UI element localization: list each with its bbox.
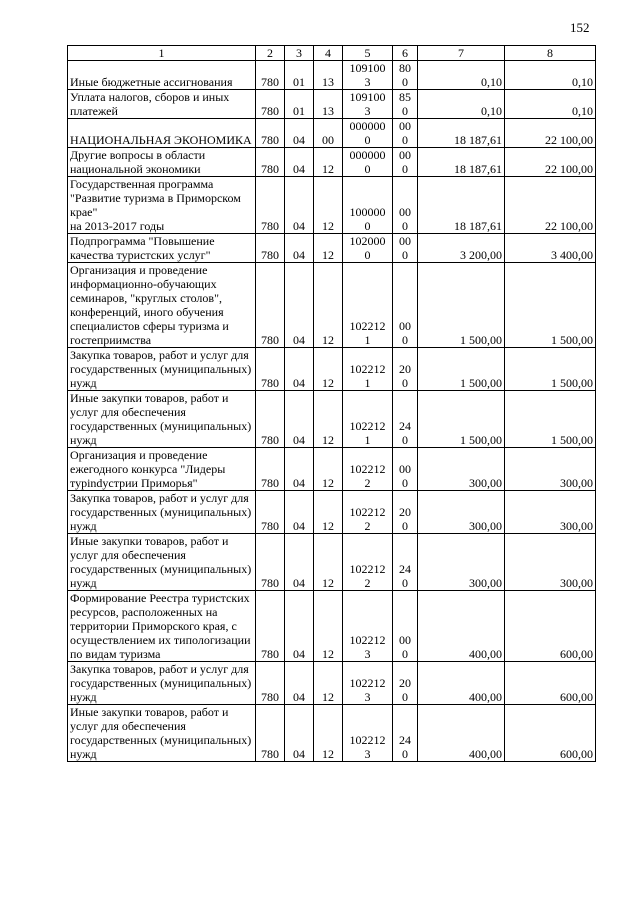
cell-subsection: 13 xyxy=(314,61,343,90)
cell-code-admin: 780 xyxy=(256,119,285,148)
cell-sum-1: 0,10 xyxy=(418,61,505,90)
cell-sum-1: 1 500,00 xyxy=(418,263,505,348)
table-row xyxy=(68,263,596,348)
table-row xyxy=(68,177,596,234)
cell-expense-type: 00 0 xyxy=(393,263,418,348)
cell-name: Закупка товаров, работ и услуг для государственных (муниципальных) нужд xyxy=(68,348,256,391)
table-row xyxy=(68,391,596,448)
header-col-2: 2 xyxy=(256,46,285,61)
cell-section: 04 xyxy=(285,263,314,348)
table-header-row xyxy=(68,46,596,61)
cell-sum-2: 1 500,00 xyxy=(505,391,596,448)
cell-name: Иные закупки товаров, работ и услуг для обеспечения государственных (муниципальных) нужд xyxy=(68,705,256,762)
cell-code-admin: 780 xyxy=(256,148,285,177)
cell-expense-type: 20 0 xyxy=(393,491,418,534)
header-col-6: 6 xyxy=(393,46,418,61)
cell-name: Организация и проведение ежегодного конкурса "Лидеры турindустрии Приморья" xyxy=(68,448,256,491)
cell-section: 04 xyxy=(285,119,314,148)
cell-code-admin: 780 xyxy=(256,591,285,662)
cell-expense-type: 00 0 xyxy=(393,234,418,263)
cell-target-article: 102212 1 xyxy=(343,348,393,391)
cell-sum-1: 0,10 xyxy=(418,90,505,119)
budget-table xyxy=(67,45,596,762)
table-row xyxy=(68,148,596,177)
cell-subsection: 12 xyxy=(314,234,343,263)
cell-subsection: 12 xyxy=(314,662,343,705)
table-row xyxy=(68,662,596,705)
cell-code-admin: 780 xyxy=(256,391,285,448)
cell-section: 04 xyxy=(285,177,314,234)
cell-sum-1: 18 187,61 xyxy=(418,148,505,177)
cell-subsection: 12 xyxy=(314,348,343,391)
cell-sum-2: 600,00 xyxy=(505,705,596,762)
cell-target-article: 102212 2 xyxy=(343,448,393,491)
table-row xyxy=(68,119,596,148)
cell-name: Закупка товаров, работ и услуг для государственных (муниципальных) нужд xyxy=(68,662,256,705)
cell-name: Иные закупки товаров, работ и услуг для обеспечения государственных (муниципальных) нужд xyxy=(68,391,256,448)
cell-sum-1: 18 187,61 xyxy=(418,177,505,234)
cell-section: 04 xyxy=(285,391,314,448)
cell-target-article: 109100 3 xyxy=(343,61,393,90)
cell-subsection: 12 xyxy=(314,705,343,762)
cell-sum-1: 1 500,00 xyxy=(418,391,505,448)
header-col-5: 5 xyxy=(343,46,393,61)
cell-expense-type: 00 0 xyxy=(393,448,418,491)
cell-subsection: 12 xyxy=(314,263,343,348)
cell-section: 04 xyxy=(285,234,314,263)
cell-section: 04 xyxy=(285,348,314,391)
cell-target-article: 102212 1 xyxy=(343,263,393,348)
cell-target-article: 102212 3 xyxy=(343,662,393,705)
cell-code-admin: 780 xyxy=(256,90,285,119)
cell-name: Другие вопросы в области национальной экономики xyxy=(68,148,256,177)
cell-subsection: 12 xyxy=(314,448,343,491)
cell-section: 04 xyxy=(285,662,314,705)
cell-sum-2: 0,10 xyxy=(505,90,596,119)
cell-target-article: 102212 2 xyxy=(343,534,393,591)
cell-sum-1: 3 200,00 xyxy=(418,234,505,263)
cell-expense-type: 20 0 xyxy=(393,348,418,391)
cell-expense-type: 24 0 xyxy=(393,705,418,762)
cell-subsection: 12 xyxy=(314,491,343,534)
cell-subsection: 12 xyxy=(314,148,343,177)
cell-sum-1: 400,00 xyxy=(418,591,505,662)
cell-name: Уплата налогов, сборов и иных платежей xyxy=(68,90,256,119)
cell-sum-2: 300,00 xyxy=(505,491,596,534)
cell-code-admin: 780 xyxy=(256,448,285,491)
cell-subsection: 12 xyxy=(314,534,343,591)
cell-name: Государственная программа "Развитие туризма в Приморском крае" на 2013-2017 годы xyxy=(68,177,256,234)
cell-target-article: 109100 3 xyxy=(343,90,393,119)
cell-sum-1: 18 187,61 xyxy=(418,119,505,148)
cell-sum-2: 3 400,00 xyxy=(505,234,596,263)
cell-code-admin: 780 xyxy=(256,662,285,705)
cell-target-article: 000000 0 xyxy=(343,119,393,148)
cell-section: 01 xyxy=(285,90,314,119)
header-col-4: 4 xyxy=(314,46,343,61)
cell-sum-2: 600,00 xyxy=(505,591,596,662)
cell-subsection: 13 xyxy=(314,90,343,119)
cell-expense-type: 20 0 xyxy=(393,662,418,705)
cell-section: 04 xyxy=(285,534,314,591)
header-col-7: 7 xyxy=(418,46,505,61)
cell-section: 01 xyxy=(285,61,314,90)
cell-target-article: 102000 0 xyxy=(343,234,393,263)
cell-name: НАЦИОНАЛЬНАЯ ЭКОНОМИКА xyxy=(68,119,256,148)
table-row xyxy=(68,90,596,119)
cell-sum-1: 300,00 xyxy=(418,448,505,491)
cell-sum-1: 300,00 xyxy=(418,534,505,591)
cell-sum-2: 300,00 xyxy=(505,534,596,591)
cell-expense-type: 00 0 xyxy=(393,119,418,148)
cell-name: Иные бюджетные ассигнования xyxy=(68,61,256,90)
cell-sum-2: 600,00 xyxy=(505,662,596,705)
cell-code-admin: 780 xyxy=(256,263,285,348)
cell-code-admin: 780 xyxy=(256,61,285,90)
table-row xyxy=(68,705,596,762)
cell-sum-2: 0,10 xyxy=(505,61,596,90)
cell-name: Формирование Реестра туристских ресурсов, расположенных на территории Приморского края, с осуществлением их типологизации по видам туризма xyxy=(68,591,256,662)
cell-name: Иные закупки товаров, работ и услуг для обеспечения государственных (муниципальных) нужд xyxy=(68,534,256,591)
cell-sum-2: 1 500,00 xyxy=(505,263,596,348)
cell-name: Закупка товаров, работ и услуг для государственных (муниципальных) нужд xyxy=(68,491,256,534)
cell-expense-type: 00 0 xyxy=(393,591,418,662)
cell-expense-type: 85 0 xyxy=(393,90,418,119)
cell-code-admin: 780 xyxy=(256,705,285,762)
cell-name: Организация и проведение информационно-обучающих семинаров, "круглых столов", конференций, иного обучения специалистов сферы туризма и гостеприимства xyxy=(68,263,256,348)
page-number: 152 xyxy=(570,20,590,35)
cell-section: 04 xyxy=(285,491,314,534)
cell-sum-2: 22 100,00 xyxy=(505,177,596,234)
cell-sum-2: 1 500,00 xyxy=(505,348,596,391)
cell-sum-2: 300,00 xyxy=(505,448,596,491)
cell-sum-1: 400,00 xyxy=(418,662,505,705)
cell-section: 04 xyxy=(285,705,314,762)
table-row xyxy=(68,234,596,263)
cell-target-article: 100000 0 xyxy=(343,177,393,234)
cell-section: 04 xyxy=(285,591,314,662)
table-body xyxy=(68,61,596,762)
cell-subsection: 00 xyxy=(314,119,343,148)
cell-sum-1: 1 500,00 xyxy=(418,348,505,391)
cell-subsection: 12 xyxy=(314,177,343,234)
table-row xyxy=(68,61,596,90)
cell-name: Подпрограмма "Повышение качества туристских услуг" xyxy=(68,234,256,263)
cell-target-article: 102212 3 xyxy=(343,705,393,762)
cell-section: 04 xyxy=(285,448,314,491)
cell-sum-1: 400,00 xyxy=(418,705,505,762)
cell-expense-type: 00 0 xyxy=(393,148,418,177)
cell-code-admin: 780 xyxy=(256,491,285,534)
cell-target-article: 102212 1 xyxy=(343,391,393,448)
cell-sum-1: 300,00 xyxy=(418,491,505,534)
cell-code-admin: 780 xyxy=(256,234,285,263)
cell-expense-type: 24 0 xyxy=(393,534,418,591)
cell-sum-2: 22 100,00 xyxy=(505,148,596,177)
cell-section: 04 xyxy=(285,148,314,177)
table-row xyxy=(68,348,596,391)
cell-sum-2: 22 100,00 xyxy=(505,119,596,148)
header-col-3: 3 xyxy=(285,46,314,61)
cell-code-admin: 780 xyxy=(256,177,285,234)
table-row xyxy=(68,491,596,534)
header-col-8: 8 xyxy=(505,46,596,61)
table-row xyxy=(68,448,596,491)
cell-expense-type: 00 0 xyxy=(393,177,418,234)
cell-target-article: 102212 3 xyxy=(343,591,393,662)
cell-subsection: 12 xyxy=(314,591,343,662)
cell-code-admin: 780 xyxy=(256,348,285,391)
table-row xyxy=(68,591,596,662)
cell-subsection: 12 xyxy=(314,391,343,448)
cell-expense-type: 80 0 xyxy=(393,61,418,90)
header-col-1: 1 xyxy=(68,46,256,61)
cell-code-admin: 780 xyxy=(256,534,285,591)
cell-target-article: 000000 0 xyxy=(343,148,393,177)
table-row xyxy=(68,534,596,591)
cell-target-article: 102212 2 xyxy=(343,491,393,534)
cell-expense-type: 24 0 xyxy=(393,391,418,448)
